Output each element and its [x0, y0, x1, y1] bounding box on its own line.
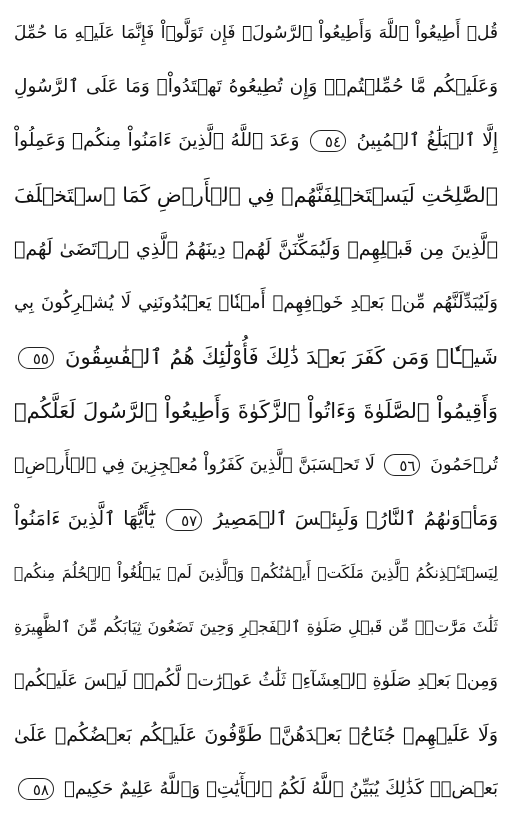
verse-text: ٱلَّذِينَ مِن قَبۡلِهِمۡ وَلَيُمَكِّنَنَّ لَهُمۡ دِينَهُمُ ٱلَّذِي ٱرۡتَضَىٰ لَهُمۡ [14, 238, 498, 260]
text-line-6 [14, 276, 498, 330]
text-line-8 [14, 384, 498, 438]
text-line-1 [14, 6, 498, 60]
text-line-14 [14, 708, 498, 762]
verse-text: وَأَقِيمُواْ ٱلصَّلَوٰةَ وَءَاتُواْ ٱلزَّكَوٰةَ وَأَطِيعُواْ ٱلرَّسُولَ لَعَلَّكُمۡ [14, 399, 498, 423]
text-line-10 [14, 492, 498, 546]
text-line-9 [14, 438, 498, 492]
verse-text: لِيَسۡتَـٔۡذِنكُمُ ٱلَّذِينَ مَلَكَتۡ أَيۡمَٰنُكُمۡ وَٱلَّذِينَ لَمۡ يَبۡلُغُواْ ٱلۡحُلُمَ مِنكُمۡ [14, 564, 498, 582]
ayah-number-marker: ٥٨ [18, 778, 54, 800]
verse-text: وَعَلَيۡكُم مَّا حُمِّلۡتُمۡۖ وَإِن تُطِيعُوهُ تَهۡتَدُواْۚ وَمَا عَلَى ٱلرَّسُولِ [14, 76, 498, 97]
verse-text: وَلَيُبَدِّلَنَّهُم مِّنۢ بَعۡدِ خَوۡفِهِمۡ أَمۡنٗاۚ يَعۡبُدُونَنِي لَا يُشۡرِكُونَ بِي [14, 292, 498, 313]
verse-text: قُلۡ أَطِيعُواْ ٱللَّهَ وَأَطِيعُواْ ٱلرَّسُولَۖ فَإِن تَوَلَّوۡاْ فَإِنَّمَا عَلَيۡهِ مَا حُمِّلَ [14, 23, 498, 43]
text-line-3 [14, 114, 498, 168]
verse-text: وَعَدَ ٱللَّهُ ٱلَّذِينَ ءَامَنُواْ مِنكُمۡ وَعَمِلُواْ [14, 130, 300, 151]
verse-text: إِلَّا ٱلۡبَلَٰغُ ٱلۡمُبِينُ [356, 130, 498, 151]
text-line-4 [14, 168, 498, 222]
verse-text: وَمِنۢ بَعۡدِ صَلَوٰةِ ٱلۡعِشَآءِۚ ثَلَٰثُ عَوۡرَٰتٖ لَّكُمۡۚ لَيۡسَ عَلَيۡكُمۡ [14, 671, 498, 691]
text-line-13 [14, 654, 498, 708]
text-line-2 [14, 60, 498, 114]
verse-text: ٱلصَّٰلِحَٰتِ لَيَسۡتَخۡلِفَنَّهُمۡ فِي ٱلۡأَرۡضِ كَمَا ٱسۡتَخۡلَفَ [14, 183, 498, 207]
verse-text: وَمَأۡوَىٰهُمُ ٱلنَّارُۖ وَلَبِئۡسَ ٱلۡمَصِيرُ [213, 507, 498, 530]
text-line-7 [14, 330, 498, 384]
ayah-number-marker: ٥٧ [166, 509, 202, 531]
text-line-15 [14, 762, 498, 816]
verse-text: بَعۡضٖۚ كَذَٰلِكَ يُبَيِّنُ ٱللَّهُ لَكُمُ ٱلۡأٓيَٰتِۗ وَٱللَّهُ عَلِيمٌ حَكِيمٞ [64, 778, 498, 799]
verse-text: ثَلَٰثَ مَرَّٰتٖۚ مِّن قَبۡلِ صَلَوٰةِ ٱلۡفَجۡرِ وَحِينَ تَضَعُونَ ثِيَابَكُم مِّنَ ٱلظَّهِيرَةِ [14, 617, 498, 636]
verse-text: شَيۡـٔٗاۚ وَمَن كَفَرَ بَعۡدَ ذَٰلِكَ فَأُوْلَٰٓئِكَ هُمُ ٱلۡفَٰسِقُونَ [65, 345, 498, 369]
verse-text: وَلَا عَلَيۡهِمۡ جُنَاحُۢ بَعۡدَهُنَّۚ طَوَّٰفُونَ عَلَيۡكُم بَعۡضُكُمۡ عَلَىٰ [14, 724, 498, 746]
verse-text: تُرۡحَمُونَ [430, 455, 498, 475]
text-line-11 [14, 546, 498, 600]
verse-text: يَٰٓأَيُّهَا ٱلَّذِينَ ءَامَنُواْ [14, 507, 155, 530]
ayah-number-marker: ٥٥ [18, 347, 54, 369]
ayah-number-marker: ٥٦ [384, 454, 420, 476]
text-line-5 [14, 222, 498, 276]
text-line-12 [14, 600, 498, 654]
verse-text: لَا تَحۡسَبَنَّ ٱلَّذِينَ كَفَرُواْ مُعۡجِزِينَ فِي ٱلۡأَرۡضِۚ [14, 455, 375, 475]
ayah-number-marker: ٥٤ [310, 130, 346, 152]
